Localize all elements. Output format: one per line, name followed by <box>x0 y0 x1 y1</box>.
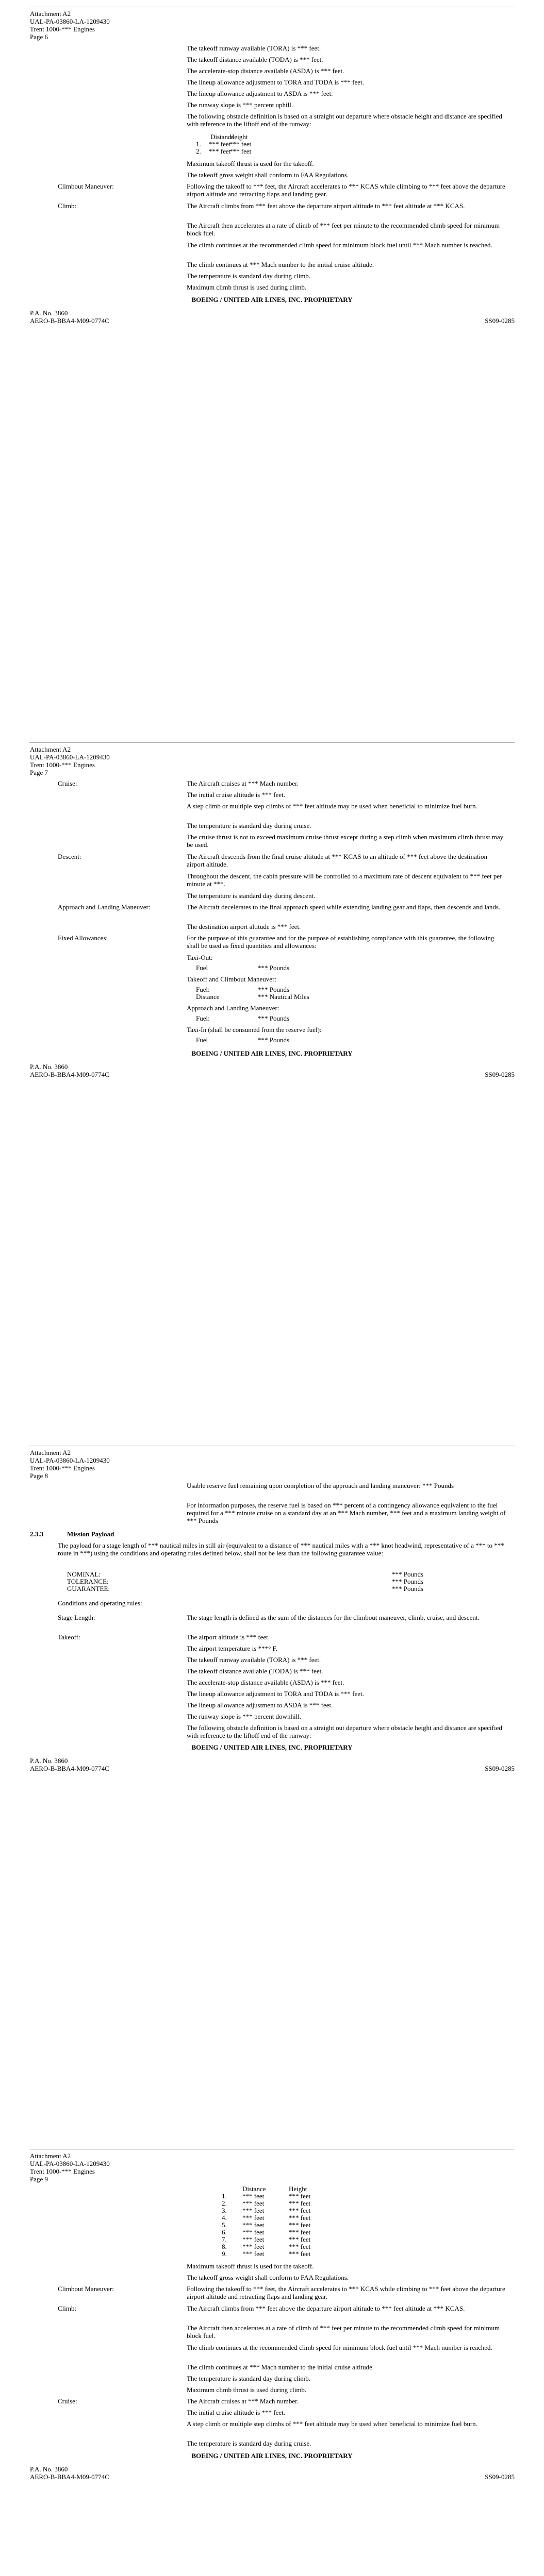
page-header <box>30 1449 110 1480</box>
obstacle-distance: *** feet <box>209 147 231 155</box>
page-8 <box>0 1406 544 2110</box>
cruise-label: Cruise: <box>58 779 77 787</box>
climb-line: The temperature is standard day during climb. <box>187 2375 311 2382</box>
obstacle-distance: *** feet <box>242 2235 265 2243</box>
obstacle-number: 2. <box>222 2199 227 2207</box>
page-footer <box>30 2465 109 2481</box>
takeoff-line: The accelerate-stop distance available (ASDA) is *** feet. <box>187 1679 344 1686</box>
page-7 <box>0 703 544 1406</box>
footer-code: SS09-0285 <box>485 317 515 325</box>
proprietary-notice: BOEING / UNITED AIR LINES, INC. PROPRIETARY <box>191 296 353 303</box>
takeoff-line: The takeoff runway available (TORA) is *** feet. <box>187 1656 321 1664</box>
footer-pa-no: P.A. No. 3860 <box>30 309 68 317</box>
cruise-line: The initial cruise altitude is *** feet. <box>187 2409 285 2416</box>
obstacle-distance: *** feet <box>242 2228 265 2236</box>
approach-label: Approach and Landing Maneuver: <box>58 903 151 911</box>
climb-label: Climb: <box>58 2304 77 2312</box>
obstacle-distance: *** feet <box>242 2250 265 2258</box>
obstacle-distance: *** feet <box>242 2214 265 2222</box>
climb-line: The climb continues at the recommended climb speed for minimum block fuel until *** Mach number is reached. <box>187 241 492 249</box>
stage-length-label: Stage Length: <box>58 1614 95 1621</box>
section-title: Mission Payload <box>67 1530 114 1538</box>
header-page-label: Page 6 <box>30 33 48 41</box>
obstacle-distance: *** feet <box>209 140 231 148</box>
guarantee-key: TOLERANCE: <box>67 1578 109 1585</box>
page-footer <box>30 1063 109 1078</box>
conditions-heading: Conditions and operating rules: <box>58 1599 142 1607</box>
header-attachment: Attachment A2 <box>30 1449 71 1456</box>
climb-line: Maximum climb thrust is used during climb. <box>187 2386 307 2394</box>
obstacle-height: *** feet <box>289 2228 311 2236</box>
climb-line: The climb continues at *** Mach number to the initial cruise altitude. <box>187 2363 374 2371</box>
obstacle-distance: *** feet <box>242 2207 265 2214</box>
guarantee-key: NOMINAL: <box>67 1570 101 1578</box>
takeoff-line: The takeoff runway available (TORA) is *** feet. <box>187 44 321 52</box>
descent-line: Throughout the descent, the cabin pressure will be controlled to a maximum rate of descent equivalent to *** feet per minute at ***. <box>187 872 502 888</box>
takeoff-line: The takeoff distance available (TODA) is *** feet. <box>187 56 323 63</box>
takeoff-line: The runway slope is *** percent downhill. <box>187 1713 302 1720</box>
takeoff-climbout-label: Takeoff and Climbout Maneuver: <box>187 975 276 983</box>
header-page-label: Page 8 <box>30 1472 48 1480</box>
climbout-text: Following the takeoff to *** feet, the Aircraft accelerates to *** KCAS while climbing to *** feet above the departure airport altitude and retracting flaps and landing gear. <box>187 2285 505 2300</box>
obstacle-height: *** feet <box>289 2192 311 2200</box>
fixed-allowances-label: Fixed Allowances: <box>58 934 108 942</box>
header-page-label: Page 7 <box>30 769 48 776</box>
guarantee-value: *** Pounds <box>392 1585 424 1592</box>
climb-line: The Aircraft climbs from *** feet above the departure airport altitude to *** feet altitude at *** KCAS. <box>187 2304 465 2312</box>
obstacle-number: 2. <box>196 147 201 155</box>
stage-length-text: The stage length is defined as the sum of the distances for the climbout maneuver, climb, cruise, and descent. <box>187 1614 480 1621</box>
reserve-fuel-info: For information purposes, the reserve fuel is based on *** percent of a contingency allowance equivalent to the fuel required for a *** minute cruise on a standard day at an *** Mach number, *** feet and a maximum landing weight of *** Pounds <box>187 1501 506 1524</box>
obstacle-number: 8. <box>222 2243 227 2250</box>
cruise-line: A step climb or multiple step climbs of *** feet altitude may be used when beneficial to minimize fuel burn. <box>187 2420 477 2428</box>
taxi-out-fuel-label: Fuel <box>196 964 208 972</box>
proprietary-notice: BOEING / UNITED AIR LINES, INC. PROPRIETARY <box>191 2452 353 2460</box>
header-attachment: Attachment A2 <box>30 745 71 753</box>
page-header <box>30 10 110 41</box>
climb-line: The Aircraft then accelerates at a rate of climb of *** feet per minute to the recommended climb speed for minimum block fuel. <box>187 2324 500 2340</box>
guarantee-value: *** Pounds <box>392 1570 424 1578</box>
obstacle-height: *** feet <box>289 2250 311 2258</box>
climb-line: The Aircraft then accelerates at a rate of climb of *** feet per minute to the recommended climb speed for minimum block fuel. <box>187 222 500 237</box>
takeoff-line: The lineup allowance adjustment to TORA and TODA is *** feet. <box>187 1690 364 1698</box>
page-header <box>30 2152 110 2183</box>
climb-line: The temperature is standard day during climb. <box>187 272 311 280</box>
obstacle-distance: *** feet <box>242 2243 265 2250</box>
header-contract: UAL-PA-03860-LA-1209430 <box>30 2160 110 2167</box>
descent-line: The Aircraft descends from the final cruise altitude at *** KCAS to an altitude of *** feet above the destination airport altitude. <box>187 853 488 868</box>
footer-pa-no: P.A. No. 3860 <box>30 2465 68 2473</box>
guarantee-key: GUARANTEE: <box>67 1585 110 1592</box>
obstacle-height: *** feet <box>289 2214 311 2222</box>
takeoff-thrust-line: Maximum takeoff thrust is used for the takeoff. <box>187 2262 314 2270</box>
cruise-line: The cruise thrust is not to exceed maximum cruise thrust except during a step climb when maximum climb thrust may be used. <box>187 833 504 849</box>
destination-line: The destination airport altitude is *** feet. <box>187 923 301 930</box>
header-contract: UAL-PA-03860-LA-1209430 <box>30 753 110 761</box>
footer-code: SS09-0285 <box>485 2473 515 2481</box>
cruise-label: Cruise: <box>58 2397 77 2405</box>
gross-weight-line: The takeoff gross weight shall conform to FAA Regulations. <box>187 171 349 179</box>
obstacle-intro: The following obstacle definition is based on a straight out departure where obstacle height and distance are specified with reference to the liftoff end of the runway: <box>187 1724 502 1739</box>
approach-fuel-value: *** Pounds <box>258 1014 290 1022</box>
cruise-line: The temperature is standard day during cruise. <box>187 822 311 829</box>
obstacle-height: *** feet <box>289 2199 311 2207</box>
obstacle-height: *** feet <box>229 140 252 148</box>
climbout-distance-value: *** Nautical Miles <box>258 993 309 1001</box>
climbout-fuel-label: Fuel: <box>196 986 210 993</box>
page-header <box>30 745 110 776</box>
climbout-text: Following the takeoff to *** feet, the Aircraft accelerates to *** KCAS while climbing to *** feet above the departure airport altitude and retracting flaps and landing gear. <box>187 182 505 198</box>
obstacle-height: *** feet <box>289 2207 311 2214</box>
obstacle-height: *** feet <box>229 147 252 155</box>
obstacle-distance: *** feet <box>242 2199 265 2207</box>
takeoff-line: The runway slope is *** percent uphill. <box>187 101 293 109</box>
obstacle-number: 4. <box>222 2214 227 2222</box>
footer-code: SS09-0285 <box>485 1765 515 1772</box>
taxi-in-fuel-value: *** Pounds <box>258 1036 290 1044</box>
gross-weight-line: The takeoff gross weight shall conform to FAA Regulations. <box>187 2274 349 2281</box>
taxi-in-label: Taxi-In (shall be consumed from the reserve fuel): <box>187 1026 322 1033</box>
taxi-in-fuel-label: Fuel <box>196 1036 208 1044</box>
cruise-line: The Aircraft cruises at *** Mach number. <box>187 2397 299 2405</box>
footer-doc-ref: AERO-B-BBA4-M09-0774C <box>30 317 109 325</box>
reserve-fuel-line: Usable reserve fuel remaining upon completion of the approach and landing maneuver: *** Pounds <box>187 1482 454 1489</box>
header-engine: Trent 1000-*** Engines <box>30 1464 95 1472</box>
proprietary-notice: BOEING / UNITED AIR LINES, INC. PROPRIETARY <box>191 1049 353 1057</box>
takeoff-line: The lineup allowance adjustment to TORA and TODA is *** feet. <box>187 78 364 86</box>
obstacle-head-distance: Distance <box>242 2185 266 2193</box>
footer-pa-no: P.A. No. 3860 <box>30 1757 68 1765</box>
cruise-line: A step climb or multiple step climbs of *** feet altitude may be used when beneficial to minimize fuel burn. <box>187 802 477 810</box>
taxi-out-label: Taxi-Out: <box>187 954 213 961</box>
descent-line: The temperature is standard day during descent. <box>187 892 316 900</box>
climbout-distance-label: Distance <box>196 993 220 1001</box>
obstacle-height: *** feet <box>289 2221 311 2229</box>
obstacle-number: 7. <box>222 2235 227 2243</box>
page-footer <box>30 309 109 325</box>
obstacle-distance: *** feet <box>242 2192 265 2200</box>
takeoff-line: The airport temperature is ***° F. <box>187 1645 277 1652</box>
climbout-label: Climbout Maneuver: <box>58 182 114 190</box>
climb-label: Climb: <box>58 202 77 210</box>
header-contract: UAL-PA-03860-LA-1209430 <box>30 18 110 25</box>
footer-pa-no: P.A. No. 3860 <box>30 1063 68 1071</box>
footer-code: SS09-0285 <box>485 1071 515 1078</box>
approach-text: The Aircraft decelerates to the final approach speed while extending landing gear and flaps, then descends and lands. <box>187 903 501 911</box>
header-engine: Trent 1000-*** Engines <box>30 761 95 769</box>
obstacle-number: 1. <box>222 2192 227 2200</box>
takeoff-thrust-line: Maximum takeoff thrust is used for the takeoff. <box>187 160 314 167</box>
header-contract: UAL-PA-03860-LA-1209430 <box>30 1456 110 1464</box>
section-number: 2.3.3 <box>30 1530 43 1538</box>
takeoff-line: The takeoff distance available (TODA) is *** feet. <box>187 1667 323 1675</box>
climb-line: Maximum climb thrust is used during climb. <box>187 283 307 291</box>
takeoff-line: The accelerate-stop distance available (ASDA) is *** feet. <box>187 67 344 75</box>
taxi-out-fuel-value: *** Pounds <box>258 964 290 972</box>
fixed-allowances-text: For the purpose of this guarantee and for the purpose of establishing compliance with this guarantee, the following shall be used as fixed quantities and allowances: <box>187 934 494 950</box>
header-attachment: Attachment A2 <box>30 2152 71 2160</box>
page-footer <box>30 1757 109 1772</box>
climbout-label: Climbout Maneuver: <box>58 2285 114 2293</box>
cruise-line: The Aircraft cruises at *** Mach number. <box>187 779 299 787</box>
takeoff-line: The lineup allowance adjustment to ASDA is *** feet. <box>187 1701 333 1709</box>
page-9 <box>0 2110 544 2576</box>
obstacle-height: *** feet <box>289 2235 311 2243</box>
takeoff-label: Takeoff: <box>58 1633 80 1641</box>
obstacle-number: 5. <box>222 2221 227 2229</box>
header-page-label: Page 9 <box>30 2175 48 2183</box>
header-attachment: Attachment A2 <box>30 10 71 18</box>
obstacle-number: 3. <box>222 2207 227 2214</box>
descent-label: Descent: <box>58 853 81 860</box>
climb-line: The climb continues at the recommended climb speed for minimum block fuel until *** Mach number is reached. <box>187 2344 492 2351</box>
guarantee-value: *** Pounds <box>392 1578 424 1585</box>
approach-landing-label: Approach and Landing Maneuver: <box>187 1004 279 1012</box>
footer-doc-ref: AERO-B-BBA4-M09-0774C <box>30 1071 109 1078</box>
page-top-rule <box>29 742 515 743</box>
climb-line: The climb continues at *** Mach number to the initial cruise altitude. <box>187 261 374 268</box>
cruise-line: The temperature is standard day during cruise. <box>187 2439 311 2447</box>
header-engine: Trent 1000-*** Engines <box>30 25 95 33</box>
climb-line: The Aircraft climbs from *** feet above the departure airport altitude to *** feet altitude at *** KCAS. <box>187 202 465 210</box>
footer-doc-ref: AERO-B-BBA4-M09-0774C <box>30 2473 109 2481</box>
mission-payload-text: The payload for a stage length of *** nautical miles in still air (equivalent to a distance of *** nautical miles with a *** knot headwind, representative of a *** to *** route in ***) using the conditions and operating rules defined below, shall not be less than the following guarantee value: <box>58 1541 504 1557</box>
obstacle-head-height: Height <box>289 2185 307 2193</box>
obstacle-intro: The following obstacle definition is based on a straight out departure where obstacle height and distance are specified with reference to the liftoff end of the runway: <box>187 112 502 128</box>
page-6 <box>0 0 544 703</box>
approach-fuel-label: Fuel: <box>196 1014 210 1022</box>
cruise-line: The initial cruise altitude is *** feet. <box>187 791 285 799</box>
climbout-fuel-value: *** Pounds <box>258 986 290 993</box>
obstacle-head-height: Height <box>229 133 248 141</box>
takeoff-line: The lineup allowance adjustment to ASDA is *** feet. <box>187 90 333 97</box>
obstacle-number: 9. <box>222 2250 227 2258</box>
obstacle-head-distance: Distance <box>210 133 234 141</box>
header-engine: Trent 1000-*** Engines <box>30 2167 95 2175</box>
obstacle-number: 6. <box>222 2228 227 2236</box>
footer-doc-ref: AERO-B-BBA4-M09-0774C <box>30 1765 109 1772</box>
takeoff-line: The airport altitude is *** feet. <box>187 1633 270 1641</box>
obstacle-distance: *** feet <box>242 2221 265 2229</box>
proprietary-notice: BOEING / UNITED AIR LINES, INC. PROPRIETARY <box>191 1743 353 1751</box>
obstacle-number: 1. <box>196 140 201 148</box>
obstacle-height: *** feet <box>289 2243 311 2250</box>
